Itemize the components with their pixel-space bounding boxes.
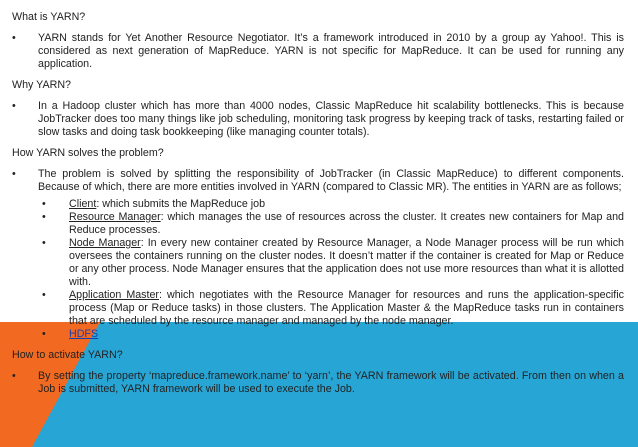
hdfs-link[interactable]: HDFS: [69, 328, 99, 340]
bullet-how-to-activate: [12, 370, 624, 396]
entity-client: [12, 198, 624, 211]
heading-how-yarn-solves: How YARN solves the problem?: [12, 147, 164, 159]
bullet-icon: •: [42, 237, 46, 249]
bullet-icon: •: [12, 100, 16, 112]
entity-desc: : which negotiates with the Resource Manager for resources and runs the application-specific process (Map or Reduce tasks) in those clusters. The Application Master & the MapReduce tasks run in containers that are scheduled by the resource manager and managed by the node manager.: [69, 289, 624, 327]
entity-term: Client: [69, 198, 97, 210]
entity-node-manager: [12, 237, 624, 289]
bullet-icon: •: [12, 168, 16, 180]
entity-desc: : which submits the MapReduce job: [96, 198, 266, 210]
bullet-text: YARN stands for Yet Another Resource Negotiator. It’s a framework introduced in 2010 by a group ay Yahoo!. This is considered as next generation of MapReduce. YARN is not specific for MapReduce. It can be used for running any application.: [38, 32, 624, 70]
entity-hdfs: [12, 328, 624, 341]
bullet-how-yarn-solves: [12, 168, 624, 194]
bullet-text: In a Hadoop cluster which has more than 4000 nodes, Classic MapReduce hit scalability bottlenecks. This is because JobTracker does too many things like job scheduling, monitoring task progress by keeping track of tasks, restarting failed or slow tasks and doing task bookkeeping (like managing counter totals).: [38, 100, 624, 138]
document-body: [12, 11, 624, 404]
entity-application-master: [12, 289, 624, 328]
entity-term: Resource Manager: [69, 211, 161, 223]
bullet-icon: •: [42, 198, 46, 210]
bullet-text: By setting the property ‘mapreduce.framework.name’ to ‘yarn’, the YARN framework will be activated. From then on when a Job is submitted, YARN framework will be used to execute the Job.: [38, 370, 624, 395]
entity-desc: : In every new container created by Resource Manager, a Node Manager process will be run which oversees the containers running on the cluster nodes. It doesn’t matter if the container is created for Map or Reduce or any other process. Node Manager ensures that the application does not use more resources than what it is allotted with.: [69, 237, 625, 288]
heading-how-to-activate: How to activate YARN?: [12, 349, 123, 361]
bullet-icon: •: [42, 289, 46, 301]
entity-resource-manager: [12, 211, 624, 237]
entity-term: Node Manager: [69, 237, 141, 249]
bullet-icon: •: [42, 328, 46, 340]
heading-what-is-yarn: What is YARN?: [12, 11, 86, 23]
bullet-icon: •: [12, 370, 16, 382]
bullet-icon: •: [12, 32, 16, 44]
bullet-why-yarn: [12, 100, 624, 139]
bullet-text: The problem is solved by splitting the responsibility of JobTracker (in Classic MapReduce) to different components. Because of which, there are more entities involved in YARN (compared to Classic MR). The entities in YARN are as follows;: [38, 168, 624, 193]
bullet-what-is-yarn: [12, 32, 624, 71]
entity-desc: : which manages the use of resources across the cluster. It creates new containers for Map and Reduce processes.: [69, 211, 624, 236]
heading-why-yarn: Why YARN?: [12, 79, 71, 91]
yarn-entities-list: [12, 198, 624, 341]
entity-term: Application Master: [69, 289, 159, 301]
bullet-icon: •: [42, 211, 46, 223]
